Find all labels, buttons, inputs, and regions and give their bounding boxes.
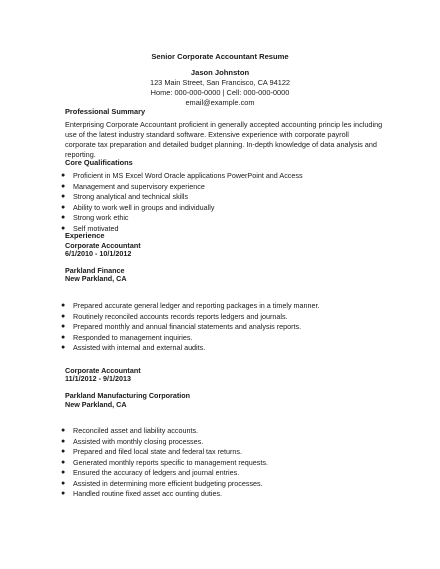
list-item (61, 192, 303, 203)
bullet-icon: ● (61, 427, 66, 434)
qualification-text: Proficient in MS Excel Word Oracle applications PowerPoint and Access (73, 171, 303, 180)
bullet-icon: ● (61, 437, 66, 445)
summary-line: use of the latest industry standard software. Extensive experience with corporate payroll (65, 130, 349, 139)
duty-text: Assisted in determining more efficient budgeting processes. (73, 478, 263, 488)
qualification-text: Ability to work well in groups and individually (73, 202, 215, 212)
duty-text: Assisted with monthly closing processes. (73, 436, 204, 446)
duty-text: Generated monthly reports specific to management requests. (73, 457, 268, 467)
list-item (61, 468, 268, 479)
summary-line: reporting. (65, 150, 96, 159)
list-item (61, 447, 268, 458)
bullet-icon: ● (61, 333, 66, 341)
list-item (61, 322, 320, 333)
list-item (61, 213, 303, 224)
list-item (61, 182, 303, 193)
list-item (61, 426, 268, 437)
duty-text: Assisted with internal and external audits. (73, 343, 206, 352)
bullet-icon: ● (61, 312, 66, 320)
summary-heading: Professional Summary (65, 107, 146, 116)
phone: Home: 000-000-0000 | Cell: 000-000-0000 (150, 88, 290, 97)
job-role: Corporate Accountant (65, 366, 141, 375)
bullet-icon: ● (61, 448, 66, 455)
resume-title: Senior Corporate Accountant Resume (151, 52, 289, 61)
qualification-text: Self motivated (73, 223, 119, 233)
list-item (61, 479, 268, 490)
list-item (61, 489, 268, 500)
job-location: New Parkland, CA (65, 400, 127, 409)
address: 123 Main Street, San Francisco, CA 94122 (149, 78, 291, 87)
summary-line: Enterprising Corporate Accountant proficient in generally accepted accounting princip les including (65, 120, 383, 129)
qualifications-heading: Core Qualifications (65, 158, 133, 167)
bullet-icon: ● (61, 323, 66, 330)
duty-text: Prepared accurate general ledger and reporting packages in a timely manner. (73, 301, 320, 310)
bullet-icon: ● (61, 224, 66, 232)
list-item (61, 301, 320, 312)
qualifications-list (61, 171, 303, 234)
job-role: Corporate Accountant (65, 241, 141, 250)
list-item (61, 458, 268, 469)
bullet-icon: ● (61, 203, 66, 211)
job-dates: 6/1/2010 - 10/1/2012 (65, 249, 132, 258)
job-company: Parkland Finance (65, 266, 125, 275)
duty-text: Handled routine fixed asset acc ounting duties. (73, 489, 223, 498)
candidate-name: Jason Johnston (190, 68, 250, 77)
bullet-icon: ● (61, 193, 66, 200)
job-duties-list (61, 426, 268, 500)
bullet-icon: ● (61, 214, 66, 221)
list-item (61, 312, 320, 323)
job-company: Parkland Manufacturing Corporation (65, 391, 190, 400)
qualification-text: Strong work ethic (73, 213, 129, 222)
qualification-text: Strong analytical and technical skills (73, 192, 189, 201)
duty-text: Responded to management inquiries. (73, 332, 193, 342)
job-dates: 11/1/2012 - 9/1/2013 (65, 374, 131, 383)
bullet-icon: ● (61, 172, 66, 179)
duty-text: Prepared monthly and annual financial statements and analysis reports. (73, 322, 302, 331)
duty-text: Reconciled asset and liability accounts. (73, 426, 199, 435)
duty-text: Routinely reconciled accounts records reports ledgers and journals. (73, 311, 288, 321)
bullet-icon: ● (61, 479, 66, 487)
bullet-icon: ● (61, 344, 66, 351)
list-item (61, 171, 303, 182)
duty-text: Ensured the accuracy of ledgers and journal entries. (73, 468, 240, 477)
job-duties-list (61, 301, 320, 354)
bullet-icon: ● (61, 182, 66, 190)
job-location: New Parkland, CA (65, 274, 127, 283)
email: email@example.com (185, 98, 255, 107)
bullet-icon: ● (61, 469, 66, 476)
list-item (61, 437, 268, 448)
list-item (61, 203, 303, 214)
list-item (61, 343, 320, 354)
summary-line: corporate tax preparation and detailed budget planning. In-depth knowledge of data analysis and (65, 140, 377, 149)
qualification-text: Management and supervisory experience (73, 181, 205, 191)
duty-text: Prepared and filed local state and federal tax returns. (73, 447, 243, 456)
bullet-icon: ● (61, 302, 66, 309)
list-item (61, 333, 320, 344)
bullet-icon: ● (61, 490, 66, 497)
experience-heading: Experience (65, 231, 105, 240)
bullet-icon: ● (61, 458, 66, 466)
